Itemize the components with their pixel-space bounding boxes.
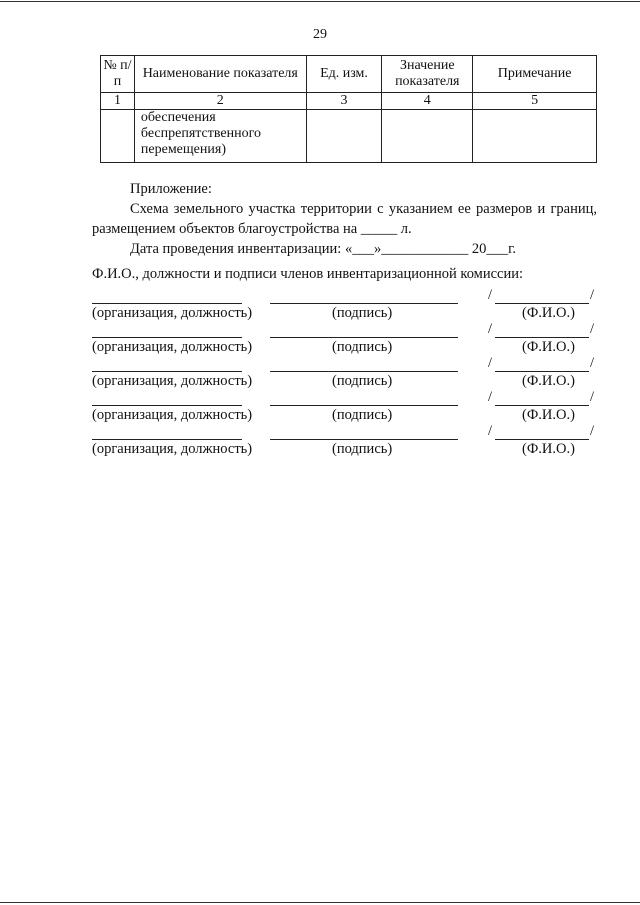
signature-caption: (подпись): [332, 373, 393, 389]
committee-title: Ф.И.О., должности и подписи членов инвентаризационной комиссии:: [92, 266, 524, 282]
signature-line: [270, 405, 458, 406]
column-number: 2: [134, 93, 306, 110]
organization-caption: (организация, должность): [92, 373, 253, 389]
top-border-line: [0, 1, 640, 2]
organization-line: [92, 371, 242, 372]
slash: /: [488, 423, 493, 439]
fio-caption: (Ф.И.О.): [522, 305, 575, 321]
table-header-row: [101, 56, 597, 93]
fio-line: [495, 337, 589, 338]
bottom-border-line: [0, 902, 640, 903]
organization-line: [92, 337, 242, 338]
slash: /: [488, 287, 493, 303]
signature-line: [270, 303, 458, 304]
organization-caption: (организация, должность): [92, 305, 253, 321]
column-number: 5: [473, 93, 597, 110]
slash: /: [590, 423, 595, 439]
slash: /: [488, 355, 493, 371]
header-value: Значение показателя: [382, 56, 473, 93]
fio-line: [495, 303, 589, 304]
fio-line: [495, 371, 589, 372]
signature-row: [92, 355, 597, 393]
header-note: Примечание: [473, 56, 597, 93]
column-number: 3: [306, 93, 382, 110]
row-value-cell: [382, 110, 473, 163]
organization-line: [92, 303, 242, 304]
signature-line: [270, 439, 458, 440]
signature-row: [92, 389, 597, 427]
signature-caption: (подпись): [332, 305, 393, 321]
appendix-section: [92, 179, 597, 259]
signature-row: [92, 287, 597, 325]
signature-caption: (подпись): [332, 407, 393, 423]
fio-caption: (Ф.И.О.): [522, 373, 575, 389]
signature-row: [92, 321, 597, 359]
row-number-cell: [101, 110, 135, 163]
slash: /: [590, 321, 595, 337]
organization-line: [92, 405, 242, 406]
inventory-date-text: Дата проведения инвентаризации: «___»____________ 20___г.: [130, 241, 517, 257]
row-name-cell: обеспечения беспрепятственного перемещения): [134, 110, 306, 163]
fio-line: [495, 439, 589, 440]
slash: /: [488, 389, 493, 405]
fio-line: [495, 405, 589, 406]
organization-caption: (организация, должность): [92, 407, 253, 423]
signature-caption: (подпись): [332, 441, 393, 457]
column-number: 1: [101, 93, 135, 110]
slash: /: [590, 355, 595, 371]
signature-row: [92, 423, 597, 461]
header-unit: Ед. изм.: [306, 56, 382, 93]
slash: /: [590, 389, 595, 405]
page-number: 29: [313, 27, 327, 42]
row-unit-cell: [306, 110, 382, 163]
organization-caption: (организация, должность): [92, 339, 253, 355]
fio-caption: (Ф.И.О.): [522, 339, 575, 355]
indicators-table: [100, 55, 597, 163]
organization-caption: (организация, должность): [92, 441, 253, 457]
fio-caption: (Ф.И.О.): [522, 407, 575, 423]
signature-line: [270, 371, 458, 372]
organization-line: [92, 439, 242, 440]
header-indicator-name: Наименование показателя: [134, 56, 306, 93]
row-note-cell: [473, 110, 597, 163]
slash: /: [488, 321, 493, 337]
signature-caption: (подпись): [332, 339, 393, 355]
appendix-heading: Приложение:: [130, 181, 212, 197]
column-number: 4: [382, 93, 473, 110]
table-row: [101, 110, 597, 163]
header-number: № п/п: [101, 56, 135, 93]
signature-line: [270, 337, 458, 338]
appendix-scheme-text: Схема земельного участка территории с указанием ее размеров и границ, размещением объектов благоустройства на _____ л.: [92, 201, 597, 237]
column-numbers-row: [101, 93, 597, 110]
fio-caption: (Ф.И.О.): [522, 441, 575, 457]
slash: /: [590, 287, 595, 303]
